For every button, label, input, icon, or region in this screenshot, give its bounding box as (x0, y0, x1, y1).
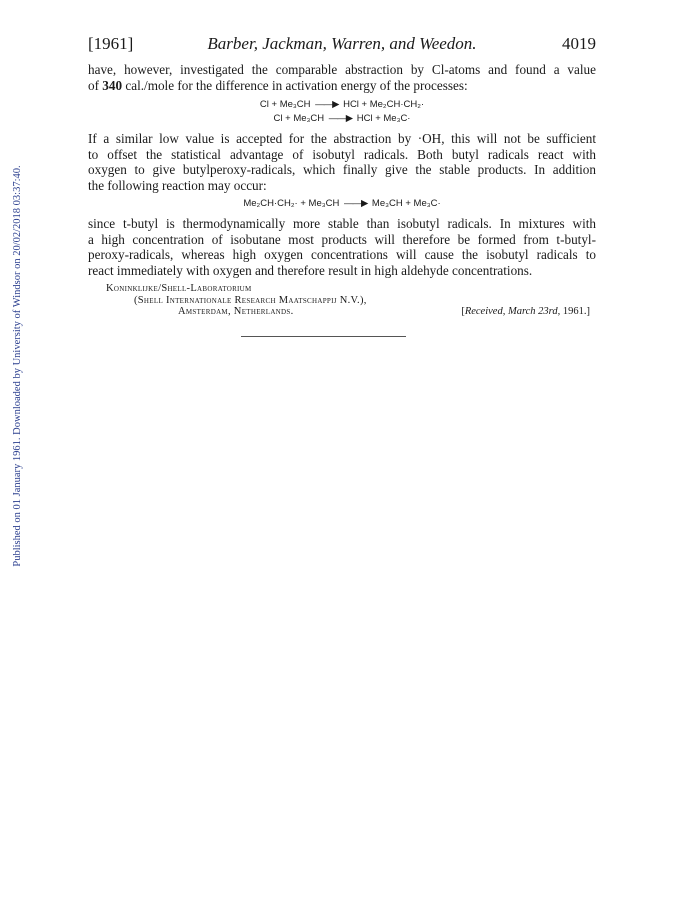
header-authors: Barber, Jackman, Warren, and Weedon. (207, 34, 477, 53)
paragraph-line: oxygen to give butylperoxy-radicals, which finally give the stable products. In addition (88, 162, 596, 177)
equation-3 (88, 198, 596, 210)
received-year: 1961.] (560, 306, 590, 317)
paragraph-line (88, 78, 596, 94)
address-line-2: (Shell Internationale Research Maatschappij N.V.), (134, 295, 367, 306)
section-divider (241, 336, 406, 337)
received-date (461, 306, 590, 317)
reaction-arrow-icon: ——▶ (343, 198, 368, 209)
paragraph-1 (88, 62, 596, 93)
equation-right: Me₃CH + Me₃C· (371, 198, 441, 209)
paragraph-line: to offset the statistical advantage of isobutyl radicals. Both butyl radicals react with (88, 146, 596, 162)
paragraph-line: have, however, investigated the comparable abstraction by Cl-atoms and found a value (88, 62, 596, 77)
received-label: Received, March 23rd, (464, 306, 561, 317)
paragraph-2 (88, 131, 596, 193)
paragraph-line: a high concentration of isobutane most products will therefore be formed from t-butyl- (88, 231, 596, 247)
bracket-open: [ (461, 306, 465, 317)
reaction-arrow-icon: ——▶ (328, 113, 353, 124)
page-number: 4019 (562, 34, 596, 53)
activation-energy-value: 340 (102, 77, 123, 93)
equation-left: Me₂CH·CH₂· + Me₃CH (243, 198, 340, 209)
reaction-arrow-icon: ——▶ (315, 99, 339, 110)
paragraph-line: peroxy-radicals, whereas high oxygen concentrations will cause the isobutyl radicals to (88, 247, 596, 262)
paragraph-line: If a similar low value is accepted for the abstraction by ·OH, this will not be sufficient (88, 131, 596, 146)
address-line-3: Amsterdam, Netherlands. (178, 306, 294, 317)
paragraph-line: react immediately with oxygen and therefore result in high aldehyde concentrations. (88, 262, 533, 278)
paragraph-line: since t-butyl is thermodynamically more stable than isobutyl radicals. In mixtures with (88, 216, 596, 231)
running-header (88, 34, 596, 56)
text-run: cal./mole for the difference in activation energy of the processes: (122, 77, 468, 93)
equation-right: HCl + Me₃C· (356, 113, 411, 124)
paragraph-line: the following reaction may occur: (88, 177, 267, 193)
header-year: [1961] (88, 34, 134, 53)
equation-left: Cl + Me₃CH (259, 99, 311, 110)
equation-2 (88, 113, 596, 125)
address-line-1: Koninklijke/Shell-Laboratorium (106, 283, 252, 294)
equation-1 (88, 99, 596, 111)
equation-right: HCl + Me₂CH·CH₂· (343, 99, 425, 110)
text-run: of (88, 77, 103, 93)
equation-left: Cl + Me₃CH (273, 113, 325, 124)
download-watermark: Published on 01 January 1961. Downloaded by University of Windsor on 20/02/2018 03:37:40. (12, 165, 23, 567)
paragraph-3 (88, 216, 596, 278)
